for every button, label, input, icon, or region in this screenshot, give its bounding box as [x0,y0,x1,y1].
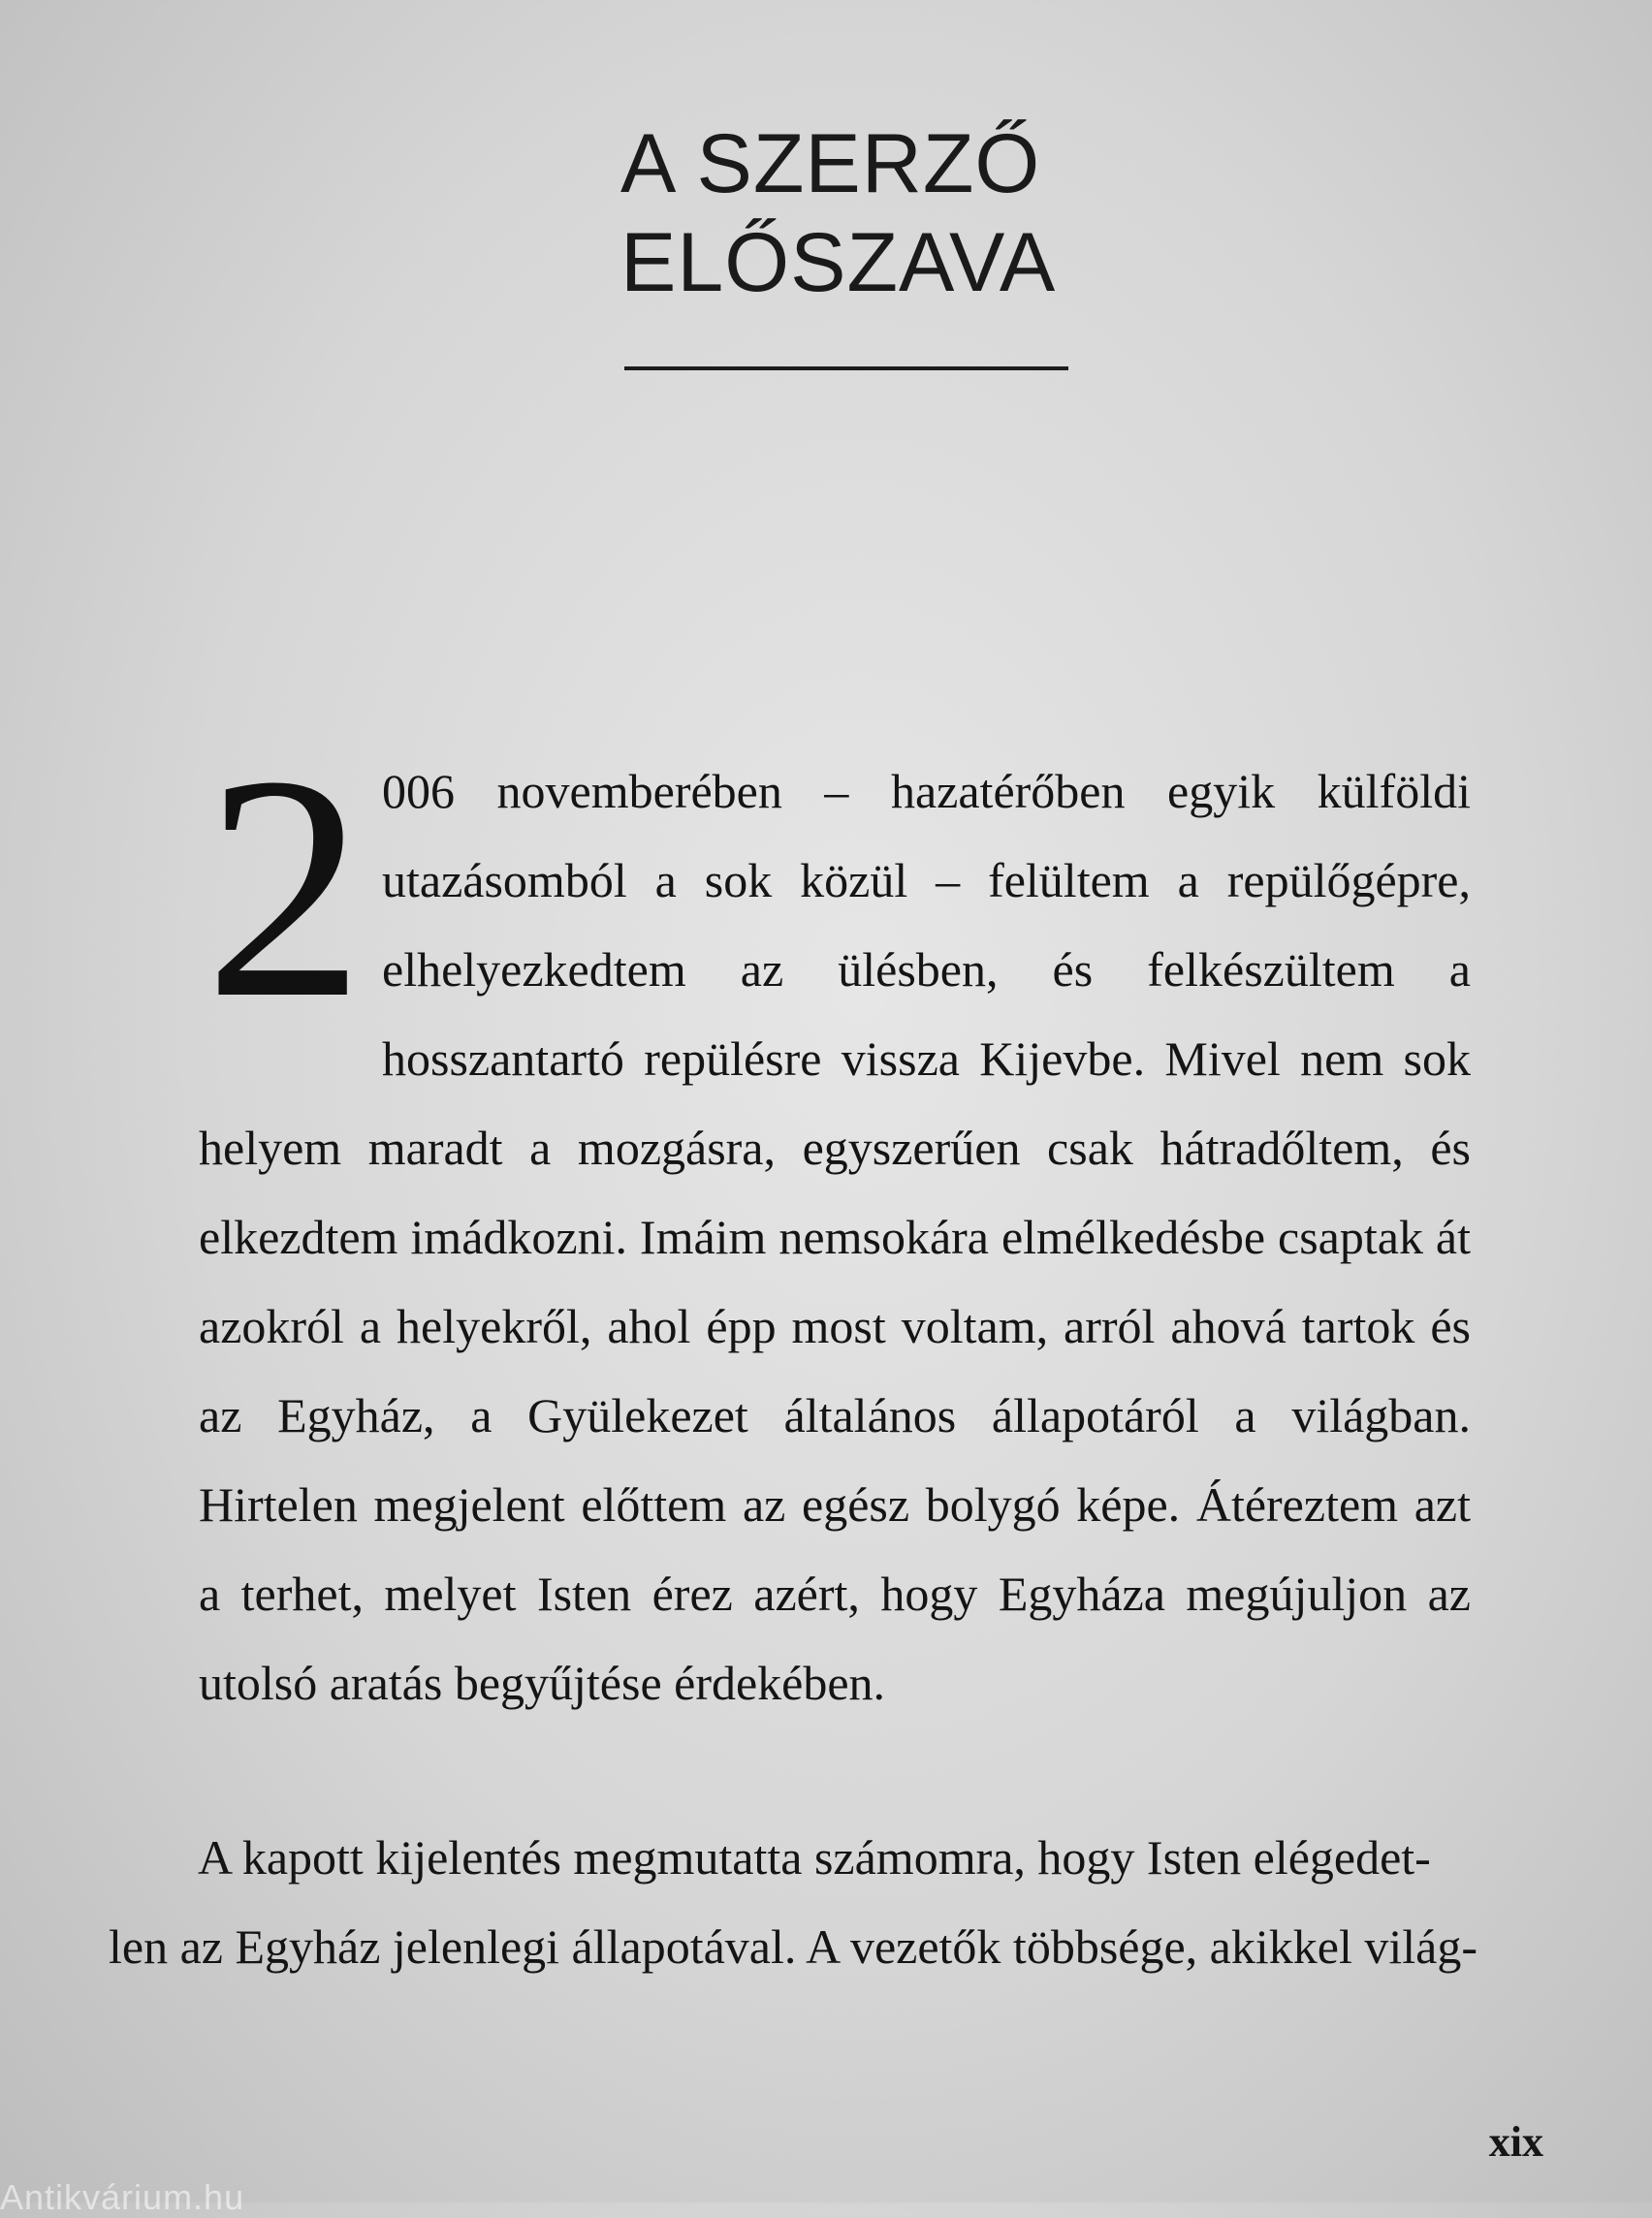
body-text [199,711,1471,1727]
paragraph-2-line-2: len az Egyház jelenlegi állapotával. A vezetők többsége, akikkel világ- [109,1919,1477,1974]
paragraph-2 [109,1813,1543,1991]
chapter-title-line-2: ELŐSZAVA [620,216,1057,309]
chapter-title-line-1: A SZERZŐ [620,117,1041,210]
chapter-title [620,114,1076,312]
paragraph-1 [199,711,1471,1727]
paragraph-1-text: 006 novemberében – hazatérőben egyik külföldi utazásomból a sok közül – felültem a repülőgépre, elhelyezkedtem az ülésben, és felkészültem a hosszantartó repülésre vissza Kijevbe. Mivel nem sok helyem maradt a mozgásra, egyszerűen csak hátradőltem, és elkezdtem imádkozni. Imáim nemsokára elmélkedésbe csaptak át azokról a helyekről, ahol épp most voltam, arról ahová tartok és az Egyház, a Gyülekezet általános állapotáról a világban. Hirtelen megjelent előttem az egész bolygó képe. Átéreztem azt a terhet, melyet Isten érez azért, hogy Egyháza megújuljon az utolsó aratás begyűjtése érdekében. [199,764,1471,1710]
page-number: xix [1488,2118,1543,2166]
drop-cap: 2 [205,711,365,1064]
watermark: Antikvárium.hu [0,2177,245,2217]
paragraph-2-line-1: A kapott kijelentés megmutatta számomra, hogy Isten elégedet- [198,1830,1431,1885]
title-underline [624,366,1068,370]
